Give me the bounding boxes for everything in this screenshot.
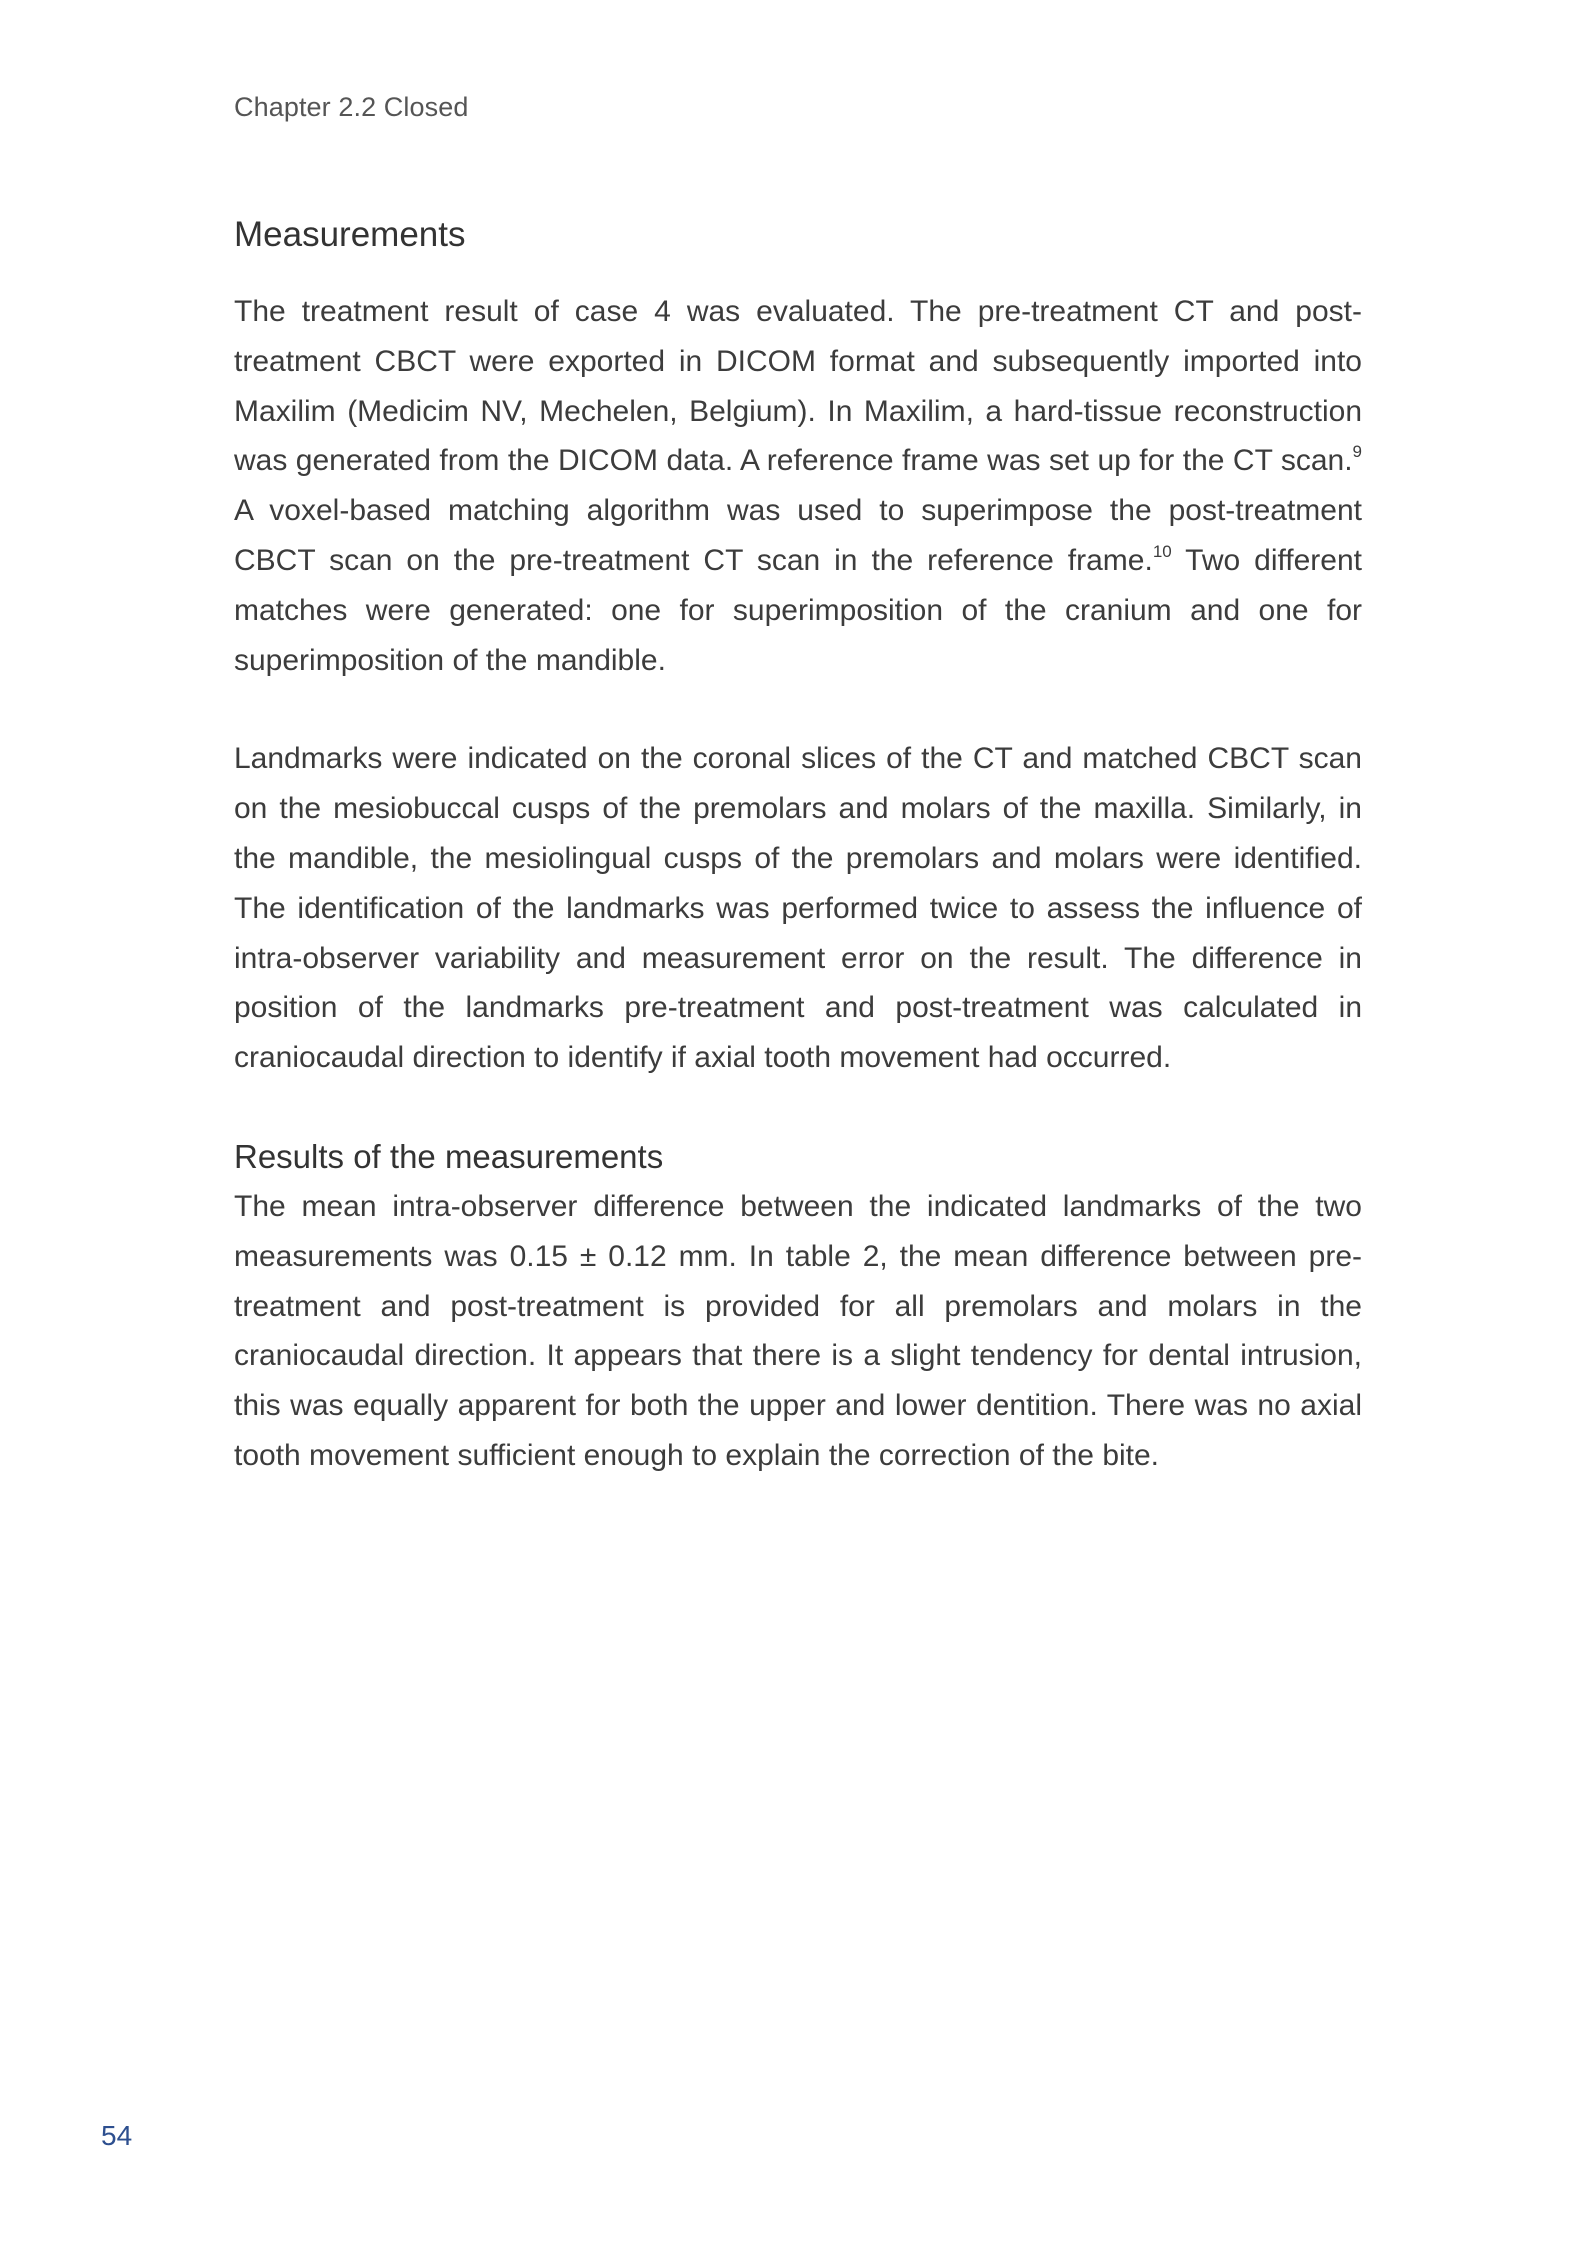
reference-superscript: 9 — [1352, 442, 1362, 462]
section-heading-measurements: Measurements — [234, 215, 466, 254]
page-number: 54 — [101, 2120, 133, 2151]
paragraph-text: A voxel-based matching algorithm was used to superimpose the post-treatment CBCT scan on the pre-treatment CT scan in the reference frame. — [234, 494, 1362, 577]
paragraph-results: The mean intra-observer difference between the indicated landmarks of the two measurements was 0.15 ± 0.12 mm. In table 2, the mean difference between pre-treatment and post-treatment is provided for all premolars and molars in the craniocaudal direction. It appears that there is a slight tendency for dental intrusion, this was equally apparent for both the upper and lower dentition. There was no axial tooth movement sufficient enough to explain the correction of the bite. — [234, 1189, 1362, 1472]
paragraph-spacer — [234, 685, 1362, 734]
page-content — [234, 205, 1362, 1481]
paragraph-spacer — [234, 1083, 1362, 1132]
paragraph-landmarks: Landmarks were indicated on the coronal slices of the CT and matched CBCT scan on the mesiobuccal cusps of the premolars and molars of the maxilla. Similarly, in the mandible, the mesiolingual cusps of the premolars and molars were identified. The identification of the landmarks was performed twice to assess the influence of intra-observer variability and measurement error on the result. The difference in position of the landmarks pre-treatment and post-treatment was calculated in craniocaudal direction to identify if axial tooth movement had occurred. — [234, 742, 1362, 1075]
paragraph-treatment-result — [234, 287, 1362, 685]
running-header: Chapter 2.2 Closed — [234, 92, 469, 122]
paragraph-text: Two different matches were generated: one for superimposition of the cranium and one for superimposition of the mandible. — [234, 543, 1362, 677]
sub-heading-results: Results of the measurements — [234, 1137, 664, 1175]
paragraph-text: The treatment result of case 4 was evaluated. The pre-treatment CT and post-treatment CBCT were exported in DICOM format and subsequently imported into Maxilim (Medicim NV, Mechelen, Belgium). In Maxilim, a hard-tissue reconstruction was generated from the DICOM data. A reference frame was set up for the CT scan. — [234, 295, 1362, 478]
reference-superscript: 10 — [1152, 541, 1172, 561]
